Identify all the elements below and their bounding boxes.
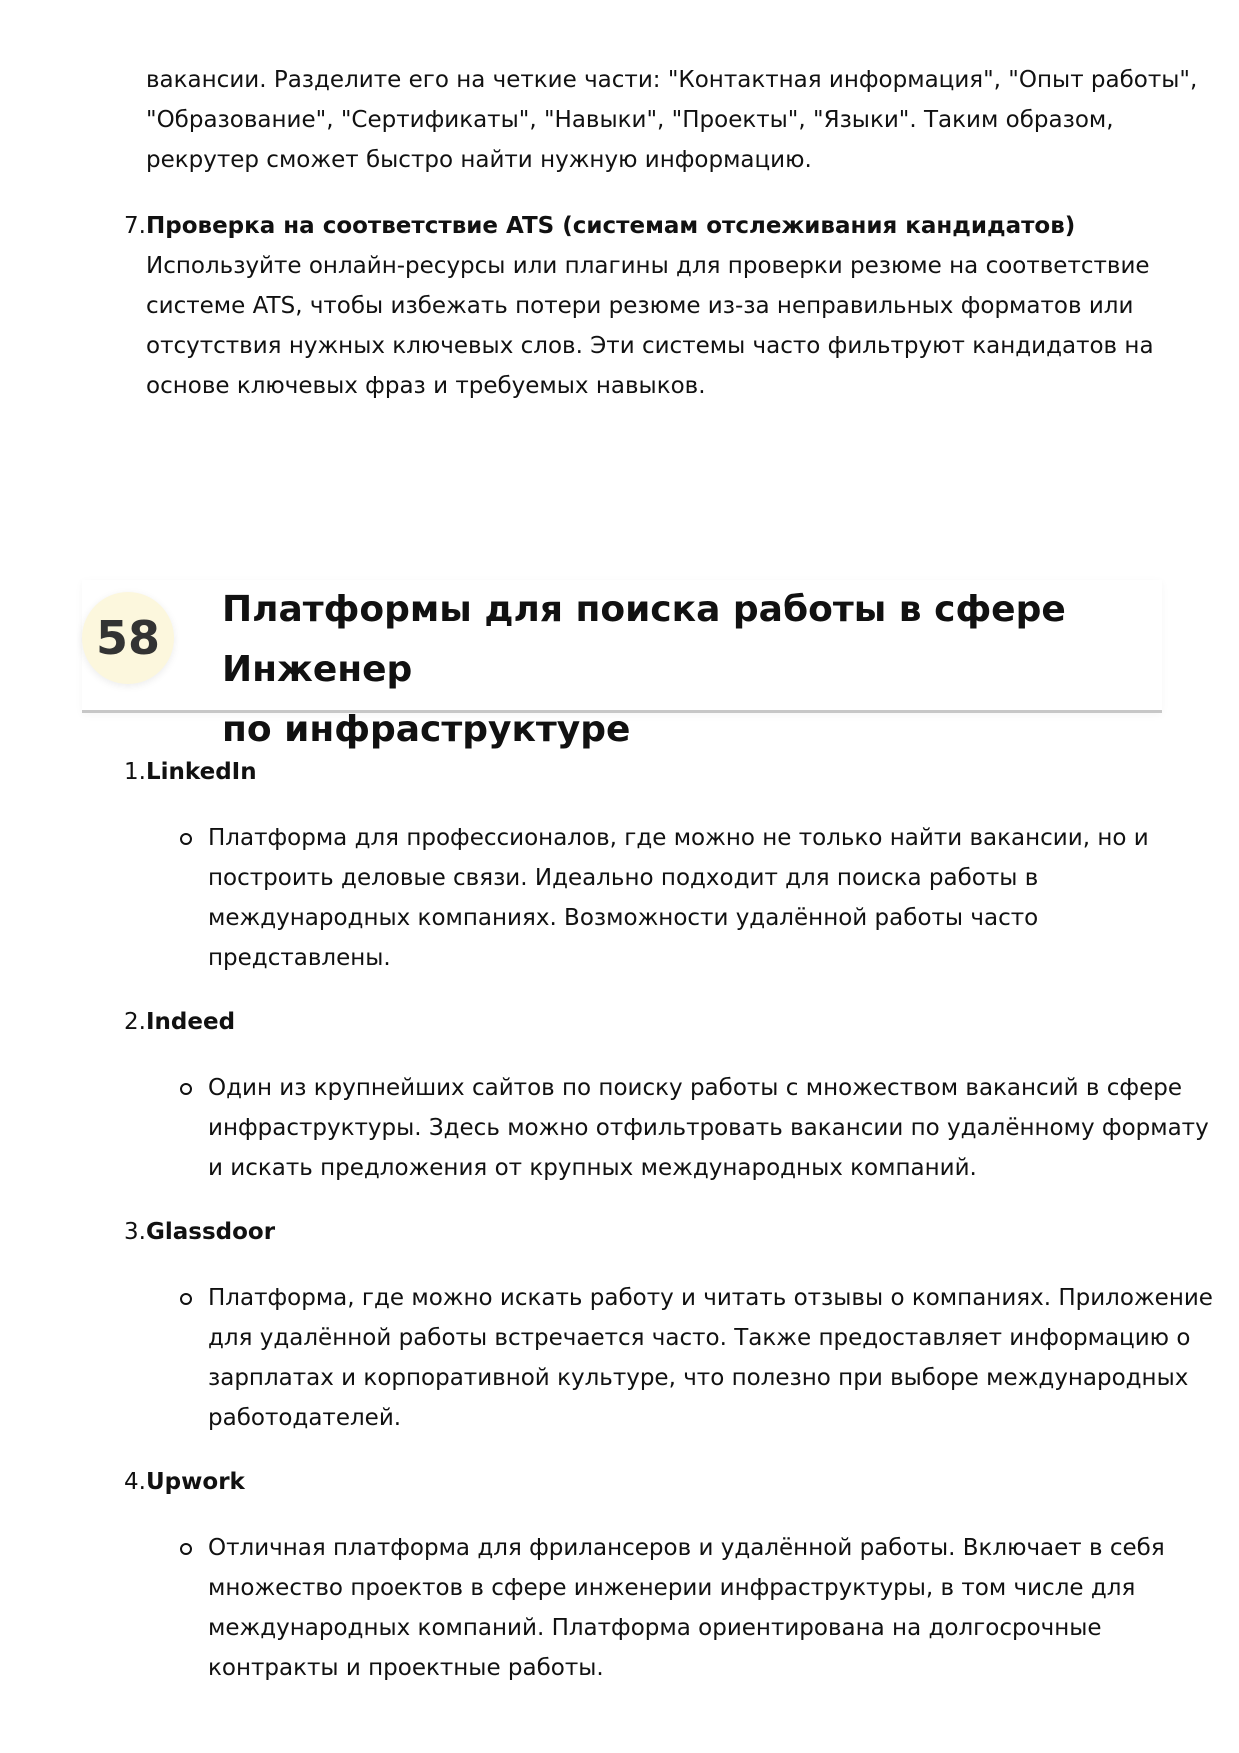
list-number: 3. bbox=[124, 1219, 146, 1245]
list-number: 7. bbox=[124, 213, 146, 239]
section-header bbox=[82, 580, 1162, 750]
platform-item-3 bbox=[120, 1212, 1120, 1252]
description-line: инфраструктуры. Здесь можно отфильтровать вакансии по удалённому формату bbox=[208, 1115, 1209, 1141]
list-number: 1. bbox=[124, 759, 146, 785]
description-line: и искать предложения от крупных международных компаний. bbox=[208, 1155, 977, 1181]
description-line: работодателей. bbox=[208, 1405, 402, 1431]
section-title-line: по инфраструктуре bbox=[222, 709, 631, 750]
bullet-circle-icon bbox=[180, 1293, 192, 1305]
item7-line: системе ATS, чтобы избежать потери резюме из-за неправильных форматов или bbox=[146, 293, 1134, 319]
list-number: 4. bbox=[124, 1469, 146, 1495]
list-item-7 bbox=[120, 206, 1120, 246]
bullet-circle-icon bbox=[180, 1543, 192, 1555]
bullet-circle-icon bbox=[180, 1083, 192, 1095]
section-number-badge: 58 bbox=[82, 592, 174, 684]
platform-item-4 bbox=[120, 1462, 1120, 1502]
list-item-title: Проверка на соответствие ATS (системам отслеживания кандидатов) bbox=[146, 213, 1076, 239]
description-line: построить деловые связи. Идеально подходит для поиска работы в bbox=[208, 865, 1039, 891]
description-line: зарплатах и корпоративной культуре, что полезно при выборе международных bbox=[208, 1365, 1189, 1391]
section-title bbox=[222, 580, 1152, 760]
item7-line: отсутствия нужных ключевых слов. Эти системы часто фильтруют кандидатов на bbox=[146, 333, 1154, 359]
platform-name: Upwork bbox=[146, 1469, 245, 1495]
description-line: международных компаниях. Возможности удалённой работы часто bbox=[208, 905, 1039, 931]
description-line: для удалённой работы встречается часто. Также предоставляет информацию о bbox=[208, 1325, 1191, 1351]
item7-line: Используйте онлайн-ресурсы или плагины для проверки резюме на соответствие bbox=[146, 253, 1150, 279]
description-line: контракты и проектные работы. bbox=[208, 1655, 604, 1681]
list-number: 2. bbox=[124, 1009, 146, 1035]
description-line: Отличная платформа для фрилансеров и удалённой работы. Включает в себя bbox=[208, 1535, 1165, 1561]
platform-name: Indeed bbox=[146, 1009, 236, 1035]
item7-line: основе ключевых фраз и требуемых навыков. bbox=[146, 373, 706, 399]
intro-line: "Образование", "Сертификаты", "Навыки", "Проекты", "Языки". Таким образом, bbox=[146, 107, 1114, 133]
description-line: представлены. bbox=[208, 945, 391, 971]
platform-item-2 bbox=[120, 1002, 1120, 1042]
description-line: Платформа, где можно искать работу и читать отзывы о компаниях. Приложение bbox=[208, 1285, 1213, 1311]
description-line: Платформа для профессионалов, где можно не только найти вакансии, но и bbox=[208, 825, 1149, 851]
intro-line: рекрутер сможет быстро найти нужную информацию. bbox=[146, 147, 812, 173]
platform-name: Glassdoor bbox=[146, 1219, 276, 1245]
platform-item-1 bbox=[120, 752, 1120, 792]
bullet-circle-icon bbox=[180, 833, 192, 845]
intro-line: вакансии. Разделите его на четкие части: "Контактная информация", "Опыт работы", bbox=[146, 67, 1198, 93]
description-line: международных компаний. Платформа ориентирована на долгосрочные bbox=[208, 1615, 1102, 1641]
description-line: множество проектов в сфере инженерии инфраструктуры, в том числе для bbox=[208, 1575, 1136, 1601]
description-line: Один из крупнейших сайтов по поиску работы с множеством вакансий в сфере bbox=[208, 1075, 1182, 1101]
platform-name: LinkedIn bbox=[146, 759, 257, 785]
section-title-line: Платформы для поиска работы в сфере Инженер bbox=[222, 589, 1066, 690]
